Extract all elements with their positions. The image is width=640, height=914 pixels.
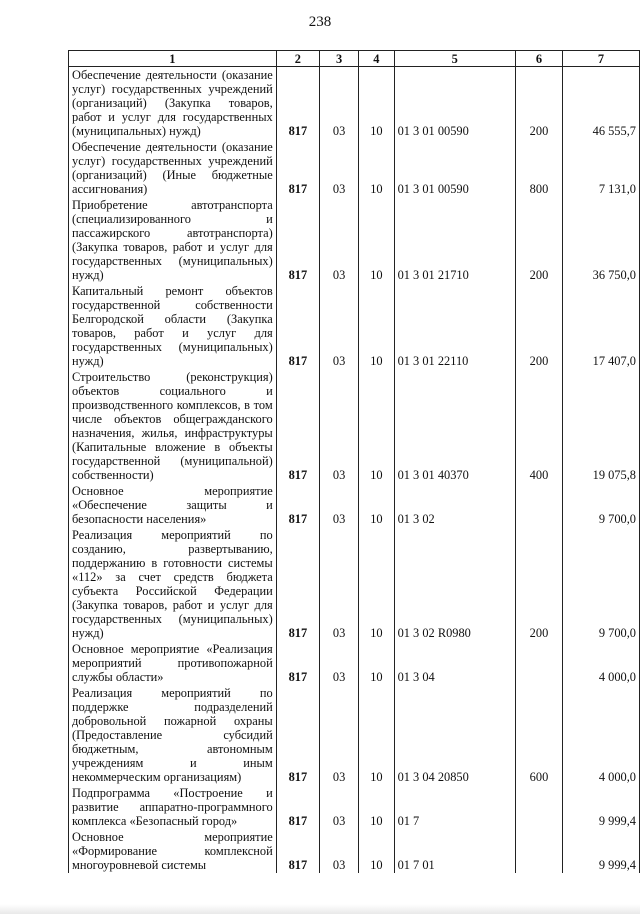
admin-code-cell: 817 — [276, 67, 319, 140]
subsection-code-cell: 10 — [359, 829, 394, 873]
subsection-code-cell: 10 — [359, 785, 394, 829]
column-header: 4 — [359, 51, 394, 67]
section-code-cell: 03 — [320, 685, 359, 785]
section-code-cell: 03 — [320, 785, 359, 829]
expense-type-cell: 800 — [515, 139, 562, 197]
page-number: 238 — [308, 14, 332, 30]
expense-type-cell: 200 — [515, 67, 562, 140]
target-article-cell: 01 3 01 21710 — [394, 197, 515, 283]
section-code-cell: 03 — [320, 369, 359, 483]
table-row — [69, 483, 640, 527]
target-article-cell: 01 3 04 20850 — [394, 685, 515, 785]
admin-code-cell: 817 — [276, 685, 319, 785]
amount-cell: 19 075,8 — [563, 369, 640, 483]
target-article-cell: 01 7 — [394, 785, 515, 829]
target-article-cell: 01 3 02 — [394, 483, 515, 527]
subsection-code-cell: 10 — [359, 527, 394, 641]
section-code-cell: 03 — [320, 197, 359, 283]
section-code-cell: 03 — [320, 139, 359, 197]
row-name-cell: Капитальный ремонт объектов государственной собственности Белгородской области (Закупка товаров, работ и услуг для государственных (муниципальных) нужд) — [69, 283, 277, 369]
admin-code-cell: 817 — [276, 641, 319, 685]
column-header: 7 — [563, 51, 640, 67]
amount-cell: 36 750,0 — [563, 197, 640, 283]
section-code-cell: 03 — [320, 641, 359, 685]
row-name-cell: Реализация мероприятий по созданию, развертыванию, поддержанию в готовности системы «112» за счет средств бюджета субъекта Российской Федерации (Закупка товаров, работ и услуг для государственных (муниципальных) нужд) — [69, 527, 277, 641]
table-row — [69, 527, 640, 641]
amount-cell: 4 000,0 — [563, 641, 640, 685]
amount-cell: 17 407,0 — [563, 283, 640, 369]
expense-type-cell — [515, 641, 562, 685]
expense-type-cell: 200 — [515, 283, 562, 369]
row-name-cell: Основное мероприятие «Формирование комплексной многоуровневой системы — [69, 829, 277, 873]
amount-cell: 9 999,4 — [563, 785, 640, 829]
expense-type-cell — [515, 829, 562, 873]
expense-type-cell — [515, 483, 562, 527]
table-row — [69, 641, 640, 685]
column-header: 3 — [320, 51, 359, 67]
amount-cell: 46 555,7 — [563, 67, 640, 140]
admin-code-cell: 817 — [276, 369, 319, 483]
admin-code-cell: 817 — [276, 283, 319, 369]
admin-code-cell: 817 — [276, 527, 319, 641]
admin-code-cell: 817 — [276, 139, 319, 197]
admin-code-cell: 817 — [276, 785, 319, 829]
table-row — [69, 67, 640, 140]
admin-code-cell: 817 — [276, 483, 319, 527]
table-row — [69, 685, 640, 785]
amount-cell: 9 700,0 — [563, 527, 640, 641]
row-name-cell: Приобретение автотранспорта (специализированного и пассажирского автотранспорта) (Закупка товаров, работ и услуг для государственных (муниципальных) нужд) — [69, 197, 277, 283]
column-header: 6 — [515, 51, 562, 67]
table-row — [69, 785, 640, 829]
expense-type-cell: 200 — [515, 527, 562, 641]
section-code-cell: 03 — [320, 829, 359, 873]
table-row — [69, 369, 640, 483]
target-article-cell: 01 3 04 — [394, 641, 515, 685]
row-name-cell: Реализация мероприятий по поддержке подразделений добровольной пожарной охраны (Предоставление субсидий бюджетным, автономным учреждениям и иным некоммерческим организациям) — [69, 685, 277, 785]
table-row — [69, 139, 640, 197]
section-code-cell: 03 — [320, 483, 359, 527]
subsection-code-cell: 10 — [359, 685, 394, 785]
expense-type-cell: 400 — [515, 369, 562, 483]
scan-edge — [0, 904, 640, 914]
section-code-cell: 03 — [320, 283, 359, 369]
subsection-code-cell: 10 — [359, 197, 394, 283]
section-code-cell: 03 — [320, 67, 359, 140]
subsection-code-cell: 10 — [359, 67, 394, 140]
admin-code-cell: 817 — [276, 197, 319, 283]
column-header: 1 — [69, 51, 277, 67]
table-row — [69, 283, 640, 369]
amount-cell: 9 999,4 — [563, 829, 640, 873]
amount-cell: 4 000,0 — [563, 685, 640, 785]
target-article-cell: 01 7 01 — [394, 829, 515, 873]
table-row — [69, 197, 640, 283]
subsection-code-cell: 10 — [359, 283, 394, 369]
target-article-cell: 01 3 01 00590 — [394, 67, 515, 140]
section-code-cell: 03 — [320, 527, 359, 641]
admin-code-cell: 817 — [276, 829, 319, 873]
row-name-cell: Строительство (реконструкция) объектов социального и производственного комплексов, в том числе объектов общегражданского назначения, жилья, инфраструктуры (Капитальные вложение в объекты государственной (муниципальной) собственности) — [69, 369, 277, 483]
subsection-code-cell: 10 — [359, 641, 394, 685]
expense-type-cell: 600 — [515, 685, 562, 785]
table-row — [69, 829, 640, 873]
column-header: 5 — [394, 51, 515, 67]
target-article-cell: 01 3 01 00590 — [394, 139, 515, 197]
expense-type-cell — [515, 785, 562, 829]
row-name-cell: Основное мероприятие «Обеспечение защиты и безопасности населения» — [69, 483, 277, 527]
row-name-cell: Основное мероприятие «Реализация мероприятий противопожарной службы области» — [69, 641, 277, 685]
expense-type-cell: 200 — [515, 197, 562, 283]
row-name-cell: Обеспечение деятельности (оказание услуг) государственных учреждений (организаций) (Иные бюджетные ассигнования) — [69, 139, 277, 197]
subsection-code-cell: 10 — [359, 483, 394, 527]
budget-table — [68, 50, 640, 873]
table-header-row — [69, 51, 640, 67]
target-article-cell: 01 3 01 22110 — [394, 283, 515, 369]
subsection-code-cell: 10 — [359, 369, 394, 483]
subsection-code-cell: 10 — [359, 139, 394, 197]
row-name-cell: Обеспечение деятельности (оказание услуг) государственных учреждений (организаций) (Закупка товаров, работ и услуг для государственных (муниципальных) нужд) — [69, 67, 277, 140]
amount-cell: 7 131,0 — [563, 139, 640, 197]
target-article-cell: 01 3 01 40370 — [394, 369, 515, 483]
row-name-cell: Подпрограмма «Построение и развитие аппаратно-программного комплекса «Безопасный город» — [69, 785, 277, 829]
target-article-cell: 01 3 02 R0980 — [394, 527, 515, 641]
amount-cell: 9 700,0 — [563, 483, 640, 527]
column-header: 2 — [276, 51, 319, 67]
